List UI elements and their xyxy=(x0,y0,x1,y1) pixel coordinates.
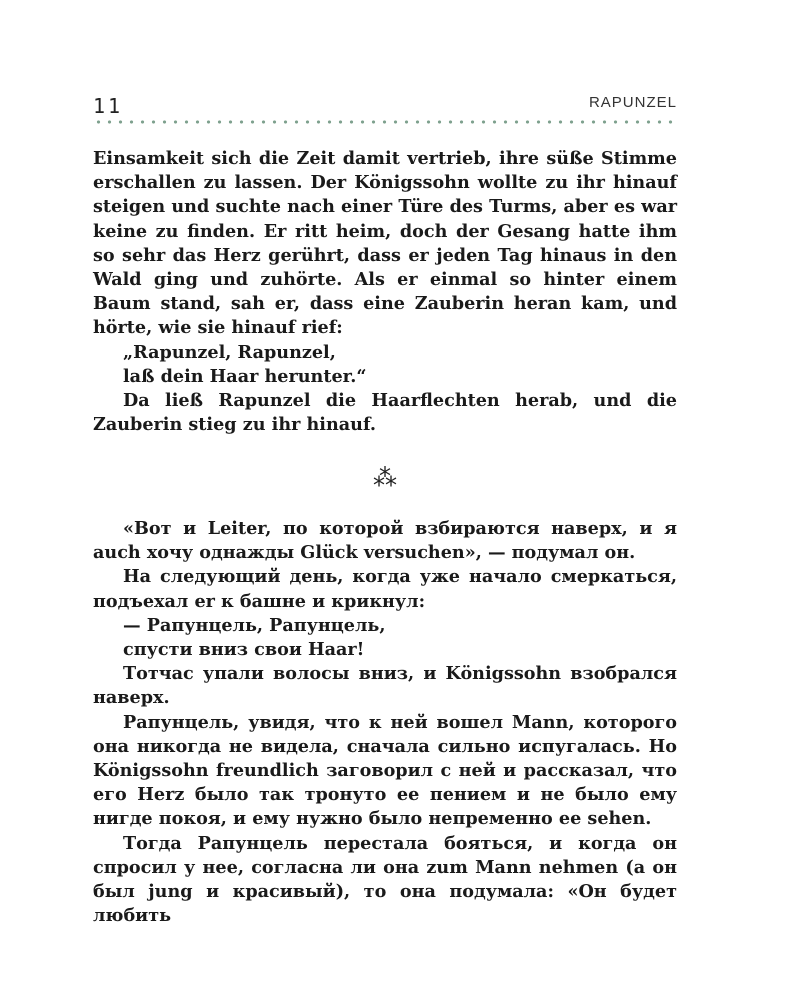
russian-paragraph-2: На следующий день, когда уже начало смеркаться, подъехал er к башне и крикнул: xyxy=(93,566,677,612)
russian-paragraph-3: Тотчас упали волосы вниз, и Königssohn взобрался наверх. xyxy=(93,663,677,709)
page-header xyxy=(93,92,677,118)
page-number: 11 xyxy=(93,94,124,118)
russian-paragraph-4: Рапунцель, увидя, что к ней вошел Mann, которого она никогда не видела, сначала сильно испугалась. Но Königssohn freundlich заговорил с ней и рассказал, что его Herz было так тронуто ее пением и не было ему нигде покоя, и ему нужно было непременно ее sehen. xyxy=(93,711,677,830)
book-page xyxy=(93,0,677,1000)
section-separator-asterism: ⁂ xyxy=(373,464,397,492)
dotted-rule xyxy=(93,120,677,124)
russian-verse-line-2: спусти вниз свои Haar! xyxy=(123,639,365,661)
german-text-block xyxy=(93,147,677,437)
russian-paragraph-1: «Вот и Leiter, по которой взбираются наверх, и я auch хочу однажды Glück versuchen», — подумал он. xyxy=(93,518,677,564)
german-paragraph-2: Da ließ Rapunzel die Haarflechten herab, und die Zauberin stieg zu ihr hinauf. xyxy=(93,390,677,436)
russian-verse-line-1: — Рапунцель, Рапунцель, xyxy=(123,614,386,636)
german-verse-line-1: „Rapunzel, Rapunzel, xyxy=(123,341,336,363)
running-title: RAPUNZEL xyxy=(588,94,677,111)
german-verse-line-2: laß dein Haar herunter.“ xyxy=(123,365,367,387)
russian-paragraph-5: Тогда Рапунцель перестала бояться, и когда он спросил у нее, согласна ли она zum Mann nehmen (а он был jung и красивый), то она подумала: «Он будет любить xyxy=(93,832,677,927)
german-paragraph-1: Einsamkeit sich die Zeit damit vertrieb, ihre süße Stimme erschallen zu lassen. Der Königssohn wollte zu ihr hinauf steigen und suchte nach einer Türe des Turms, aber es war keine zu finden. Er ritt heim, doch der Gesang hatte ihm so sehr das Herz gerührt, dass er jeden Tag hinaus in den Wald ging und zuhörte. Als er einmal so hinter einem Baum stand, sah er, dass eine Zauberin heran kam, und hörte, wie sie hinauf rief: xyxy=(93,148,677,339)
russian-text-block xyxy=(93,517,677,928)
